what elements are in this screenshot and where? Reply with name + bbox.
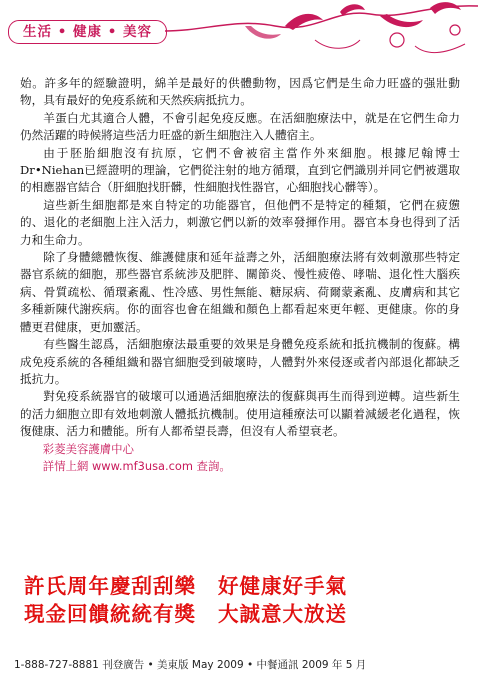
promo-line-1 — [24, 573, 464, 599]
website-line: 詳情上網 www.mf3usa.com 查詢。 — [42, 458, 231, 473]
article-paragraph: 有些醫生認爲，活細胞療法最重要的效果是身體免疫系統和抵抗機制的復蘇。構成免疫系統的各種組織和器官細胞受到破壞時，人體對外來侵逐或者內部退化都缺乏抵抗力。 — [20, 337, 460, 386]
floral-ornament — [165, 0, 478, 62]
article-paragraph: 對免疫系統器官的破壞可以通過活細胞療法的復蘇與再生而得到逆轉。這些新生的活力細胞立即有效地刺激人體抵抗機制。使用這種療法可以顯着減緩老化過程，恢復健康、活力和體能。所有人都希望長壽，但沒有人希望衰老。 — [20, 389, 460, 439]
page-header — [0, 0, 478, 62]
article-body — [20, 75, 460, 475]
page-footer: 1-888-727-8881 刊登廣告 • 美東版 May 2009 • 中餐通訊 2009 年 5 月 — [14, 659, 367, 671]
promo-text: 好健康好手氣 — [218, 574, 347, 598]
article-paragraph: 羊蛋白尤其適合人體，不會引起免疫反應。在活細胞療法中，就是在它們生命力仍然活躍的時候將這些活力旺盛的新生細胞注入人體宿主。 — [20, 110, 460, 143]
center-name: 彩菱美容護膚中心 — [42, 441, 134, 456]
article-paragraph: 始。許多年的經驗證明，綿羊是最好的供體動物，因爲它們是生命力旺盛的强壯動物，具有最好的免疫系統和天然疾病抵抗力。 — [20, 76, 460, 108]
article-paragraph: 這些新生細胞都是來自特定的功能器官，但他們不是特定的種類，它們在疲憊的、退化的老細胞上注入活力，刺激它們以新的效率發揮作用。器官本身也得到了活力和生命力。 — [20, 197, 460, 247]
promo-text: 許氏周年慶刮刮樂 — [24, 574, 196, 598]
promo-line-2 — [24, 601, 464, 627]
promo-text: 大誠意大放送 — [218, 602, 347, 626]
section-label: 生活 • 健康 • 美容 — [8, 20, 167, 44]
article-paragraph: 除了身體總體恢復、維護健康和延年益壽之外，活細胞療法將有效刺激那些特定器官系統的細胞，那些器官系統涉及肥胖、關節炎、慢性疲倦、哮喘、退化性大腦疾病、骨質疏松、循環紊亂、性冷感、男性無能、糖尿病、荷爾蒙紊亂、皮膚病和其它多種新陳代謝疾病。你的面容也會在組織和顏色上都看起來更年輕、更健康。你的身體更君健康，更加靈活。 — [20, 250, 460, 334]
promo-text: 現金回饋統統有獎 — [24, 602, 196, 626]
article-paragraph: 由于胚胎細胞沒有抗原，它們不會被宿主當作外來細胞。根據尼翰博士Dr•Niehan已經證明的理論，它們從注射的地方循環，直到它們識別并同它們被選取的相應器官結合（肝細胞找肝髒，性細胞找性器官，心細胞找心髒等）。 — [20, 145, 460, 195]
